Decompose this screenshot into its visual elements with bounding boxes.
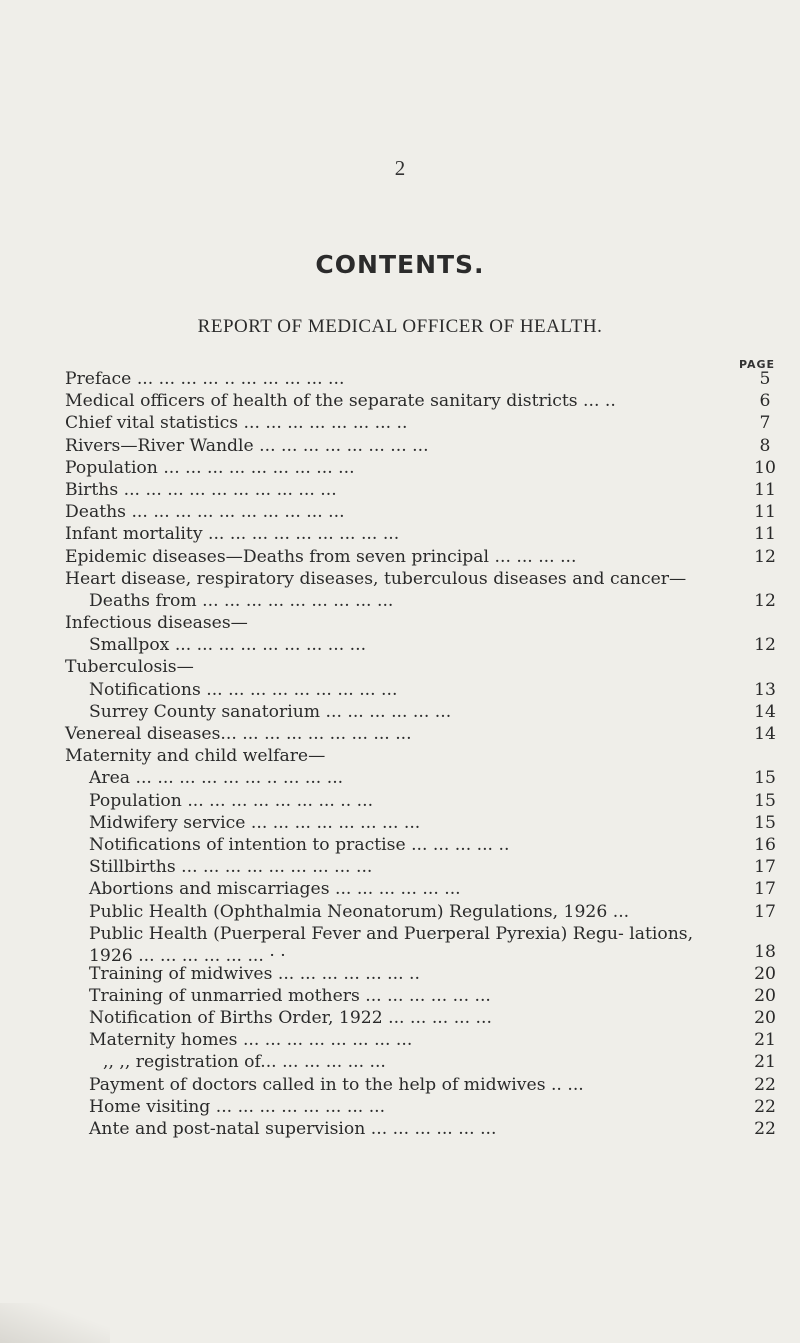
toc-entry-page: 8 xyxy=(759,435,771,456)
toc-entry xyxy=(65,523,785,545)
page-number: 2 xyxy=(394,156,406,180)
toc-entry-label: Venereal diseases... ... ... ... ... ... ... ... ... xyxy=(65,724,412,744)
toc-entry xyxy=(65,745,785,767)
page-column-label: PAGE xyxy=(738,358,776,371)
toc-entry xyxy=(65,1007,785,1029)
toc-entry-label: Births ... ... ... ... ... ... ... ... ... ... xyxy=(65,479,337,500)
toc-entry xyxy=(65,901,785,923)
toc-entry xyxy=(65,457,785,479)
toc-entry-label: Epidemic diseases—Deaths from seven principal ... ... ... ... xyxy=(65,546,577,567)
page-title: CONTENTS. xyxy=(315,250,485,279)
toc-entry xyxy=(65,1096,785,1118)
toc-entry-page: 17 xyxy=(754,879,776,900)
toc-entry xyxy=(65,546,785,568)
toc-entry-label: Notifications ... ... ... ... ... ... ... ... ... xyxy=(89,679,398,700)
toc-entry xyxy=(65,834,785,856)
toc-entry-label: Public Health (Ophthalmia Neonatorum) Regulations, 1926 ... xyxy=(89,901,630,922)
toc-entry-label: Maternity and child welfare— xyxy=(65,746,326,767)
toc-entry xyxy=(65,501,785,523)
toc-entry xyxy=(65,1074,785,1096)
toc-entry-label: Surrey County sanatorium ... ... ... ... ... ... xyxy=(89,701,452,722)
toc-entry-label: Midwifery service ... ... ... ... ... ... ... ... xyxy=(89,812,421,833)
toc-entry xyxy=(65,701,785,723)
toc-entry-label: Area ... ... ... ... ... ... .. ... ... ... xyxy=(89,768,344,789)
toc-entry xyxy=(65,1118,785,1140)
toc-entry-label: Training of midwives ... ... ... ... ... ... .. xyxy=(89,963,420,984)
toc-entry-page: 22 xyxy=(754,1074,776,1095)
toc-entry-label: Training of unmarried mothers ... ... ... ... ... ... xyxy=(89,985,491,1006)
toc-entry xyxy=(65,1029,785,1051)
toc-entry xyxy=(65,723,785,745)
toc-entry-page: 15 xyxy=(754,768,776,789)
toc-entry-label: Home visiting ... ... ... ... ... ... ... ... xyxy=(89,1096,386,1117)
toc-entry-label: Maternity homes ... ... ... ... ... ... ... ... xyxy=(89,1030,413,1051)
toc-entry-label: Ante and post-natal supervision ... ... ... ... ... ... xyxy=(89,1119,497,1139)
toc-entry-label: Payment of doctors called in to the help of midwives .. ... xyxy=(89,1074,584,1095)
toc-entry-page: 5 xyxy=(759,369,771,389)
toc-entry-page: 12 xyxy=(754,635,776,656)
toc-entry-page: 21 xyxy=(754,1052,776,1073)
toc-entry-page: 15 xyxy=(754,790,776,811)
toc-entry-page: 22 xyxy=(754,1096,776,1117)
toc-entry-label: Notifications of intention to practise ... ... ... ... .. xyxy=(89,834,510,855)
toc-entry xyxy=(65,390,785,412)
toc-entry-page: 17 xyxy=(754,857,776,878)
toc-entry-label: Deaths ... ... ... ... ... ... ... ... ... ... xyxy=(65,502,345,523)
table-of-contents xyxy=(65,368,785,1140)
toc-entry-label: Infectious diseases— xyxy=(65,613,248,634)
toc-entry-page: 17 xyxy=(754,901,776,922)
toc-entry-label: Population ... ... ... ... ... ... ... ... ... xyxy=(65,457,355,478)
toc-entry-page: 18 xyxy=(754,941,776,962)
toc-entry xyxy=(65,878,785,900)
toc-entry-label: Medical officers of health of the separate sanitary districts ... .. xyxy=(65,391,616,412)
toc-entry xyxy=(65,923,785,966)
toc-entry-label: Deaths from ... ... ... ... ... ... ... ... ... xyxy=(89,590,394,611)
toc-entry xyxy=(65,790,785,812)
toc-entry-label: Stillbirths ... ... ... ... ... ... ... ... ... xyxy=(89,857,373,878)
toc-entry-label: Preface ... ... ... ... .. ... ... ... ... ... xyxy=(65,369,345,389)
toc-entry-label: Infant mortality ... ... ... ... ... ... ... ... ... xyxy=(65,524,400,545)
toc-entry xyxy=(65,812,785,834)
report-subtitle: REPORT OF MEDICAL OFFICER OF HEALTH. xyxy=(197,316,603,337)
paper-scuff xyxy=(0,1303,110,1343)
toc-entry-page: 11 xyxy=(754,479,776,500)
toc-entry-label: Chief vital statistics ... ... ... ... ... ... ... .. xyxy=(65,413,408,434)
toc-entry-page: 22 xyxy=(754,1119,776,1139)
toc-entry-page: 11 xyxy=(754,502,776,523)
toc-entry-page: 11 xyxy=(754,524,776,545)
toc-entry-label: Tuberculosis— xyxy=(65,657,194,678)
toc-entry-page: 10 xyxy=(754,457,776,478)
toc-entry xyxy=(65,435,785,457)
toc-entry xyxy=(65,963,785,985)
toc-entry-page: 14 xyxy=(754,701,776,722)
toc-entry xyxy=(65,767,785,789)
toc-entry-page: 14 xyxy=(754,724,776,744)
toc-entry xyxy=(65,656,785,678)
toc-entry-page: 16 xyxy=(754,834,776,855)
toc-entry-label: Heart disease, respiratory diseases, tuberculous diseases and cancer— xyxy=(65,568,687,589)
toc-entry-label: Smallpox ... ... ... ... ... ... ... ... ... xyxy=(89,635,367,656)
toc-entry-label: Rivers—River Wandle ... ... ... ... ... ... ... ... xyxy=(65,435,429,456)
toc-entry-page: 7 xyxy=(759,413,771,434)
toc-entry-label: Notification of Births Order, 1922 ... ... ... ... ... xyxy=(89,1008,492,1029)
toc-entry xyxy=(65,985,785,1007)
toc-entry xyxy=(65,590,785,612)
toc-entry-label: Abortions and miscarriages ... ... ... ... ... ... xyxy=(89,879,461,900)
toc-entry-page: 20 xyxy=(754,1008,776,1029)
toc-entry xyxy=(65,479,785,501)
toc-entry-page: 6 xyxy=(759,391,771,412)
toc-entry-page: 12 xyxy=(754,546,776,567)
toc-entry-page: 15 xyxy=(754,812,776,833)
toc-entry-page: 20 xyxy=(754,963,776,984)
toc-entry-label: Public Health (Puerperal Fever and Puerperal Pyrexia) Regu- lations, 1926 ... ... ... ... ... ... · · xyxy=(89,923,694,966)
toc-entry xyxy=(65,679,785,701)
toc-entry xyxy=(65,368,785,390)
toc-entry-page: 21 xyxy=(754,1030,776,1051)
toc-entry-page: 12 xyxy=(754,590,776,611)
toc-entry xyxy=(65,568,785,590)
toc-entry-page: 20 xyxy=(754,985,776,1006)
toc-entry xyxy=(65,634,785,656)
toc-entry-label: ,, ,, registration of... ... ... ... ... ... xyxy=(103,1052,386,1073)
toc-entry-page: 13 xyxy=(754,679,776,700)
toc-entry xyxy=(65,612,785,634)
toc-entry-label: Population ... ... ... ... ... ... ... .. ... xyxy=(89,790,374,811)
toc-entry xyxy=(65,856,785,878)
toc-entry xyxy=(65,412,785,434)
toc-entry xyxy=(65,1051,785,1073)
